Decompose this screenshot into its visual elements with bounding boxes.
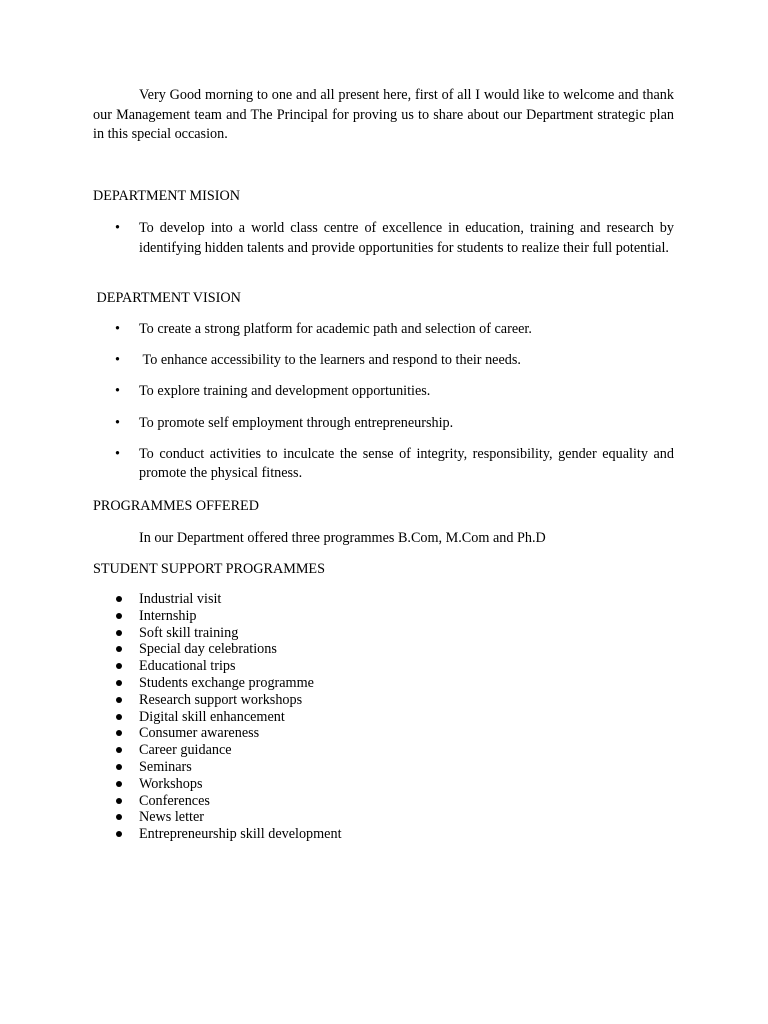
support-item bbox=[93, 742, 674, 759]
bullet-icon bbox=[116, 663, 122, 669]
support-item-text: Digital skill enhancement bbox=[139, 708, 285, 725]
document-page bbox=[93, 0, 674, 1024]
bullet-icon bbox=[116, 697, 122, 703]
bullet-icon bbox=[116, 764, 122, 770]
support-item-text: Special day celebrations bbox=[139, 641, 277, 658]
vision-item-text: To promote self employment through entrepreneurship. bbox=[139, 414, 454, 431]
mission-item-text: To develop into a world class centre of excellence in education, training and research by identifying hidden talents and provide opportunities for students to realize their full potential. bbox=[139, 220, 674, 256]
support-item bbox=[93, 809, 674, 826]
bullet-icon bbox=[116, 730, 122, 736]
bullet-icon bbox=[116, 613, 122, 619]
mission-list bbox=[93, 219, 674, 258]
support-item bbox=[93, 675, 674, 692]
vision-item-text: To explore training and development opportunities. bbox=[139, 383, 431, 400]
vision-item bbox=[93, 382, 674, 402]
bullet-icon bbox=[116, 831, 122, 837]
support-item-text: Educational trips bbox=[139, 658, 236, 675]
vision-item-text: To enhance accessibility to the learners and respond to their needs. bbox=[139, 352, 521, 369]
vision-item bbox=[93, 351, 674, 371]
support-list bbox=[93, 591, 674, 843]
bullet-icon bbox=[116, 814, 122, 820]
support-item bbox=[93, 725, 674, 742]
bullet-icon bbox=[116, 630, 122, 636]
vision-item bbox=[93, 320, 674, 340]
support-item-text: Entrepreneurship skill development bbox=[139, 826, 342, 843]
support-item bbox=[93, 658, 674, 675]
support-item-text: Seminars bbox=[139, 758, 192, 775]
mission-heading: DEPARTMENT MISION bbox=[93, 188, 240, 204]
support-item bbox=[93, 709, 674, 726]
bullet-icon bbox=[116, 714, 122, 720]
vision-list bbox=[93, 320, 674, 484]
bullet-icon bbox=[116, 798, 122, 804]
support-item-text: Internship bbox=[139, 607, 197, 624]
support-item bbox=[93, 641, 674, 658]
support-item-text: Consumer awareness bbox=[139, 725, 260, 742]
vision-item bbox=[93, 414, 674, 434]
bullet-icon bbox=[116, 596, 122, 602]
programmes-heading: PROGRAMMES OFFERED bbox=[93, 498, 259, 514]
mission-item bbox=[93, 219, 674, 258]
bullet-icon bbox=[116, 680, 122, 686]
vision-heading: DEPARTMENT VISION bbox=[93, 290, 241, 306]
programmes-text: In our Department offered three programmes B.Com, M.Com and Ph.D bbox=[139, 530, 546, 546]
support-item-text: Workshops bbox=[139, 775, 203, 792]
support-item bbox=[93, 692, 674, 709]
support-item bbox=[93, 591, 674, 608]
support-item bbox=[93, 776, 674, 793]
support-item bbox=[93, 625, 674, 642]
bullet-icon: • bbox=[115, 220, 120, 236]
vision-item bbox=[93, 445, 674, 484]
support-item bbox=[93, 759, 674, 776]
vision-item-text: To create a strong platform for academic path and selection of career. bbox=[139, 321, 532, 337]
bullet-icon bbox=[116, 747, 122, 753]
support-item-text: News letter bbox=[139, 809, 205, 826]
support-item-text: Career guidance bbox=[139, 742, 232, 759]
support-item-text: Students exchange programme bbox=[139, 674, 314, 691]
bullet-icon: • bbox=[115, 383, 120, 400]
support-item-text: Conferences bbox=[139, 792, 210, 809]
bullet-icon: • bbox=[115, 352, 120, 369]
bullet-icon: • bbox=[115, 445, 120, 462]
support-item-text: Soft skill training bbox=[139, 624, 239, 641]
support-item bbox=[93, 793, 674, 810]
vision-item-text: To conduct activities to inculcate the sense of integrity, responsibility, gender equality and promote the physical fitness. bbox=[139, 445, 674, 482]
bullet-icon bbox=[116, 646, 122, 652]
bullet-icon: • bbox=[115, 321, 120, 337]
intro-paragraph: Very Good morning to one and all present here, first of all I would like to welcome and thank our Management team and The Principal for proving us to share about our Department strategic plan in this special occasion. bbox=[93, 87, 674, 142]
support-heading: STUDENT SUPPORT PROGRAMMES bbox=[93, 561, 325, 577]
support-item bbox=[93, 608, 674, 625]
support-item-text: Research support workshops bbox=[139, 691, 303, 708]
bullet-icon: • bbox=[115, 414, 120, 431]
bullet-icon bbox=[116, 781, 122, 787]
support-item-text: Industrial visit bbox=[139, 591, 222, 607]
support-item bbox=[93, 826, 674, 843]
